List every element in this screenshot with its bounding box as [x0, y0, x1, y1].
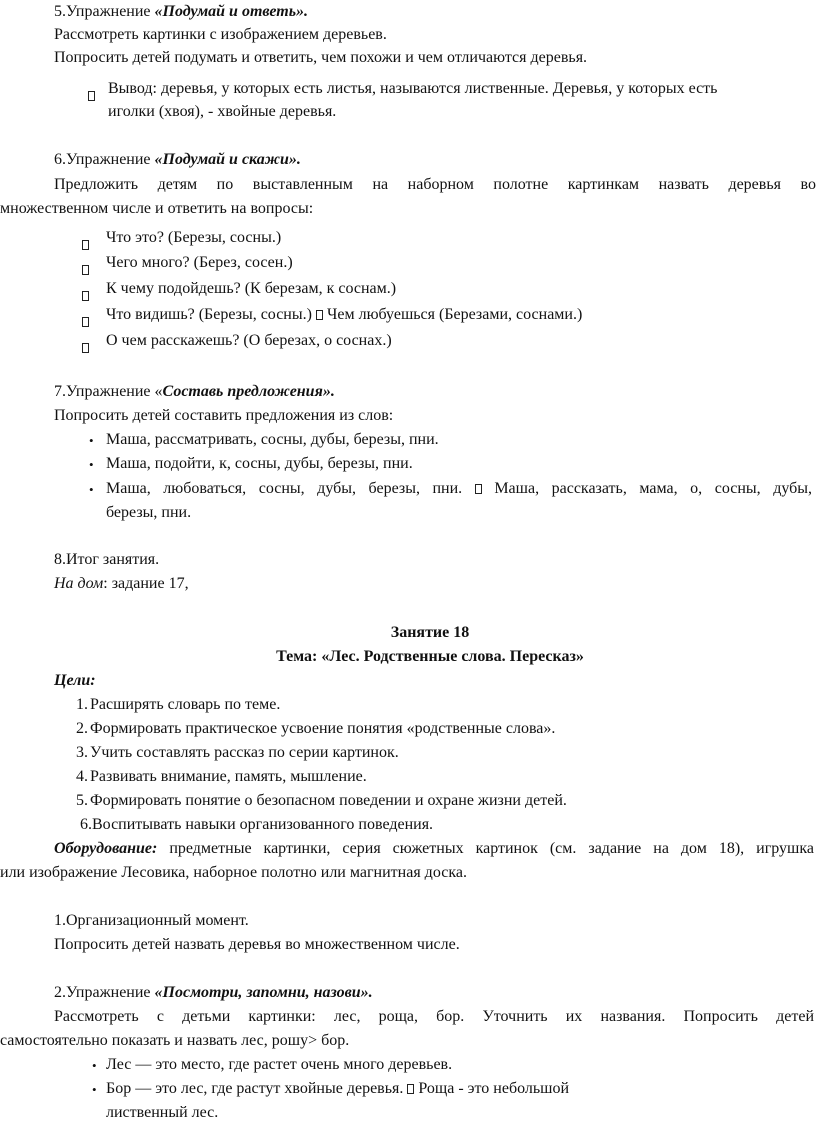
- exercise-7-intro: Попросить детей составить предложения из слов:: [54, 407, 394, 424]
- dot-bullet-icon: •: [89, 457, 94, 472]
- square-bullet-icon: [82, 284, 89, 308]
- dot-bullet-icon: •: [89, 433, 94, 448]
- exercise-5-line-2: Попросить детей подумать и ответить, чем похожи и чем отличаются деревья.: [54, 49, 588, 66]
- words-3: Маша, любоваться, сосны, дубы, березы, пни. Маша, рассказать, мама, о, сосны, дубы,: [106, 480, 813, 497]
- exercise-8-title: 8.Итог занятия.: [54, 551, 160, 568]
- exercise-7-title: 7.Упражнение «Составь предложения».: [54, 383, 335, 400]
- goal-item: 2. Формировать практическое усвоение понятия «родственные слова».: [76, 720, 556, 737]
- square-bullet-icon: [407, 1084, 414, 1094]
- question-1: Что это? (Березы, сосны.): [106, 229, 282, 246]
- equipment-line-2: или изображение Лесовика, наборное полотно или магнитная доска.: [0, 864, 467, 881]
- lesson-title: Занятие 18: [390, 624, 470, 641]
- equipment-line-1: Оборудование: предметные картинки, серия сюжетных картинок (см. задание на дом 18), игрушка: [54, 840, 814, 857]
- definition-bor-continued: лиственный лес.: [106, 1104, 219, 1121]
- dot-bullet-icon: •: [92, 1058, 97, 1073]
- conclusion-line-2: иголки (хвоя), - хвойные деревья.: [108, 103, 337, 120]
- square-bullet-icon: [88, 84, 95, 108]
- square-bullet-icon: [82, 233, 89, 257]
- exercise-2-line-1: Рассмотреть с детьми картинки: лес, роща, бор. Уточнить их названия. Попросить детей: [54, 1008, 814, 1025]
- exercise-6-intro-line-1: Предложить детям по выставленным на наборном полотне картинкам назвать деревья во: [54, 176, 816, 193]
- homework-line: На дом: задание 17,: [54, 575, 189, 592]
- org-title: 1.Организационный момент.: [54, 912, 249, 929]
- question-2: Чего много? (Берез, сосен.): [106, 254, 293, 271]
- exercise-2-title: 2.Упражнение «Посмотри, запомни, назови».: [54, 984, 373, 1001]
- goal-item: 3. Учить составлять рассказ по серии картинок.: [76, 744, 399, 761]
- question-5: О чем расскажешь? (О березах, о соснах.): [106, 332, 392, 349]
- goal-item: 1. Расширять словарь по теме.: [76, 696, 281, 713]
- conclusion-line-1: Вывод: деревья, у которых есть листья, называются лиственные. Деревья, у которых есть: [108, 80, 718, 97]
- goals-label: Цели:: [54, 672, 96, 689]
- definition-forest: Лес — это место, где растет очень много деревьев.: [106, 1056, 453, 1073]
- square-bullet-icon: [475, 484, 482, 494]
- square-bullet-icon: [82, 258, 89, 282]
- org-text: Попросить детей назвать деревья во множественном числе.: [54, 936, 460, 953]
- lesson-theme: Тема: «Лес. Родственные слова. Пересказ»: [276, 648, 584, 665]
- goal-item: 6.Воспитывать навыки организованного поведения.: [80, 816, 434, 833]
- exercise-2-line-2: самостоятельно показать и назвать лес, рошу> бор.: [0, 1032, 350, 1049]
- goal-item: 4. Развивать внимание, память, мышление.: [76, 768, 367, 785]
- exercise-6-intro-line-2: множественном числе и ответить на вопросы:: [0, 200, 314, 217]
- words-2: Маша, подойти, к, сосны, дубы, березы, пни.: [106, 455, 413, 472]
- square-bullet-icon: [82, 310, 89, 334]
- exercise-5-title: 5.Упражнение «Подумай и ответь».: [54, 3, 308, 20]
- words-1: Маша, рассматривать, сосны, дубы, березы, пни.: [106, 431, 439, 448]
- definition-bor: Бор — это лес, где растут хвойные деревья. Роща - это небольшой: [106, 1080, 570, 1097]
- dot-bullet-icon: •: [89, 482, 94, 497]
- question-4: Что видишь? (Березы, сосны.) Чем любуешься (Березами, соснами.): [106, 306, 583, 323]
- goal-item: 5. Формировать понятие о безопасном поведении и охране жизни детей.: [76, 792, 567, 809]
- square-bullet-icon: [316, 310, 323, 320]
- exercise-6-title: 6.Упражнение «Подумай и скажи».: [54, 151, 301, 168]
- question-3: К чему подойдешь? (К березам, к соснам.): [106, 280, 397, 297]
- square-bullet-icon: [82, 336, 89, 360]
- exercise-5-line-1: Рассмотреть картинки с изображением деревьев.: [54, 26, 387, 43]
- words-3-continued: березы, пни.: [106, 504, 192, 521]
- dot-bullet-icon: •: [92, 1082, 97, 1097]
